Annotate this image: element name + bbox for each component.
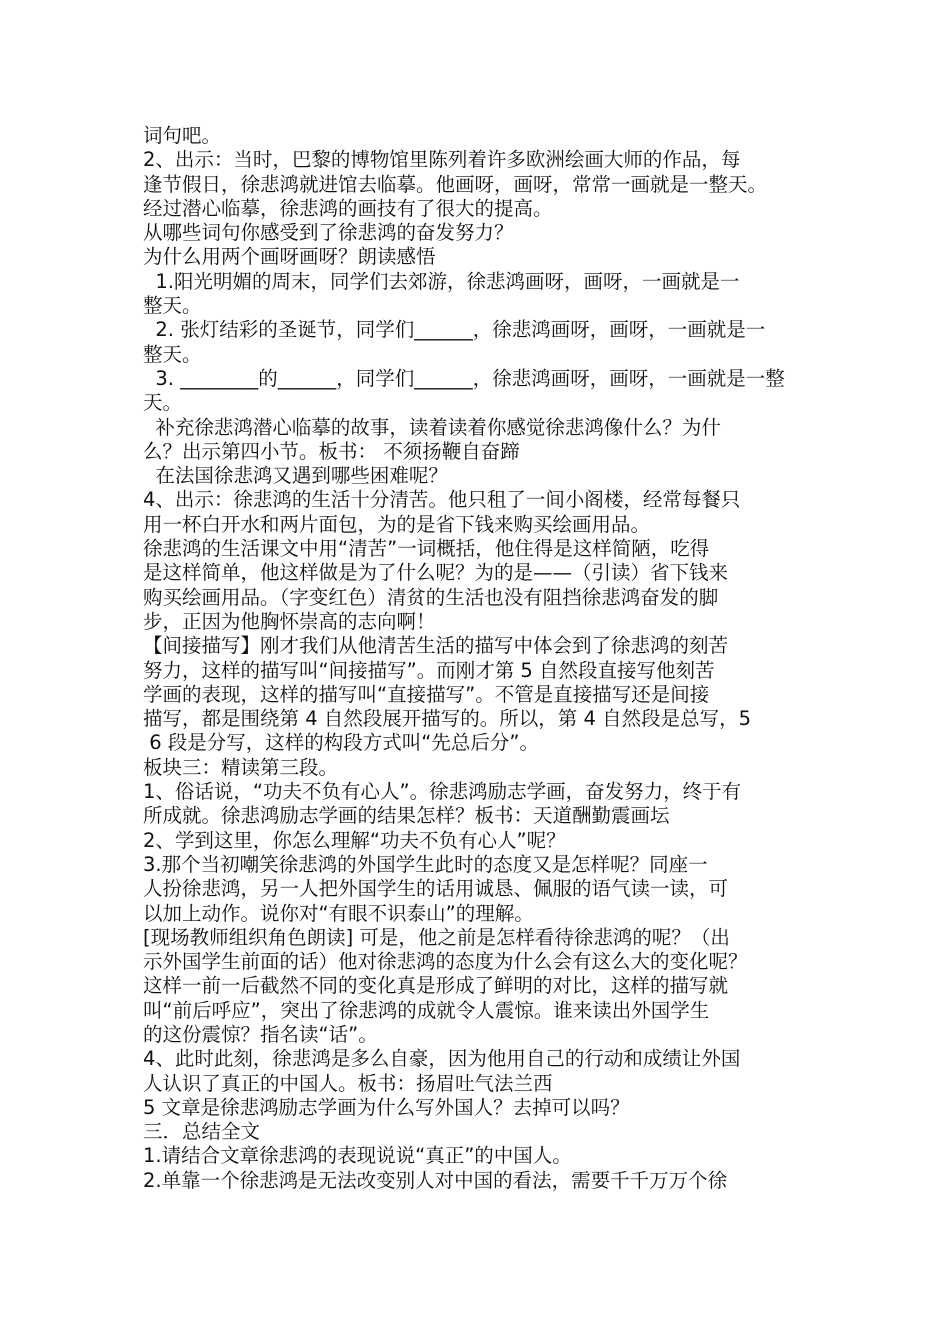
- text-line: 2、学到这里，你怎么理解“功夫不负有心人”呢？: [143, 828, 566, 852]
- text-line: 人认识了真正的中国人。板书：扬眉吐气法兰西: [143, 1071, 553, 1095]
- text-line: 4、出示：徐悲鸿的生活十分清苦。他只租了一间小阁楼，经常每餐只: [143, 488, 741, 512]
- text-line: 的这份震惊？指名读“话”。: [143, 1022, 378, 1046]
- text-line: 为什么用两个画呀画呀？朗读感悟: [143, 245, 436, 269]
- text-line: 6 段是分写，这样的构段方式叫“先总后分”。: [143, 731, 540, 755]
- text-line: 2、出示：当时，巴黎的博物馆里陈列着许多欧洲绘画大师的作品，每: [143, 148, 741, 172]
- text-line: 三．总结全文: [143, 1120, 261, 1144]
- text-line: 从哪些词句你感受到了徐悲鸿的奋发努力？: [143, 221, 514, 245]
- text-line: 3.那个当初嘲笑徐悲鸿的外国学生此时的态度又是怎样呢？同座一: [143, 852, 708, 876]
- text-line: 1.请结合文章徐悲鸿的表现说说“真正”的中国人。: [143, 1144, 572, 1168]
- text-line: 整天。: [143, 342, 202, 366]
- text-line: 以加上动作。说你对“有眼不识泰山”的理解。: [143, 901, 534, 925]
- text-line: 板块三：精读第三段。: [143, 755, 339, 779]
- text-line: 5 文章是徐悲鸿励志学画为什么写外国人？去掉可以吗？: [143, 1095, 630, 1119]
- text-line: 么？出示第四小节。板书： 不须扬鞭自奋蹄: [143, 439, 520, 463]
- text-line: 2.单靠一个徐悲鸿是无法改变别人对中国的看法，需要千千万万个徐: [143, 1168, 728, 1192]
- text-line: 这样一前一后截然不同的变化真是形成了鲜明的对比，这样的描写就: [143, 974, 729, 998]
- text-line: 徐悲鸿的生活课文中用“清苦”一词概括，他住得是这样简陋，吃得: [143, 537, 710, 561]
- text-line: 4、此时此刻，徐悲鸿是多么自豪，因为他用自己的行动和成绩让外国: [143, 1047, 741, 1071]
- text-line: 叫“前后呼应”，突出了徐悲鸿的成就令人震惊。谁来读出外国学生: [143, 998, 710, 1022]
- text-line: 整天。: [143, 294, 202, 318]
- text-line: 2. 张灯结彩的圣诞节，同学们______，徐悲鸿画呀，画呀，一画就是一: [143, 318, 766, 342]
- text-line: 天。: [143, 391, 183, 415]
- text-line: 在法国徐悲鸿又遇到哪些困难呢？: [143, 464, 448, 488]
- text-line: 描写，都是围绕第 4 自然段展开描写的。所以，第 4 自然段是总写，5: [143, 707, 752, 731]
- text-line: 经过潜心临摹，徐悲鸿的画技有了很大的提高。: [143, 196, 553, 220]
- text-line: 步，正因为他胸怀崇高的志向啊！: [143, 609, 436, 633]
- text-line: 学画的表现，这样的描写叫“直接描写”。不管是直接描写还是间接: [143, 682, 710, 706]
- text-line: 1、俗话说，“功夫不负有心人”。徐悲鸿励志学画，奋发努力，终于有: [143, 780, 742, 804]
- text-line: 努力，这样的描写叫“间接描写”。而刚才第 5 自然段直接写他刻苦: [143, 658, 715, 682]
- document-page: [143, 124, 815, 1193]
- text-line: 逢节假日，徐悲鸿就进馆去临摹。他画呀，画呀，常常一画就是一整天。: [143, 172, 768, 196]
- text-line: 3. ________的______，同学们______，徐悲鸿画呀，画呀，一画就是一整: [143, 366, 785, 390]
- text-line: 购买绘画用品。（字变红色）清贫的生活也没有阻挡徐悲鸿奋发的脚: [143, 585, 719, 609]
- text-line: 是这样简单，他这样做是为了什么呢？为的是——（引读）省下钱来: [143, 561, 729, 585]
- text-line: 补充徐悲鸿潜心临摹的故事，读着读着你感觉徐悲鸿像什么？为什: [143, 415, 721, 439]
- text-line: 人扮徐悲鸿，另一人把外国学生的话用诚恳、佩服的语气读一读，可: [143, 877, 729, 901]
- text-line: 所成就。徐悲鸿励志学画的结果怎样？板书：天道酬勤震画坛: [143, 804, 670, 828]
- text-line: 词句吧。: [143, 124, 222, 147]
- text-line: [现场教师组织角色朗读] 可是，他之前是怎样看待徐悲鸿的呢？（出: [143, 925, 730, 949]
- text-line: 示外国学生前面的话）他对徐悲鸿的态度为什么会有这么大的变化呢？: [143, 950, 748, 974]
- text-line: 【间接描写】刚才我们从他清苦生活的描写中体会到了徐悲鸿的刻苦: [143, 634, 729, 658]
- text-line: 1.阳光明媚的周末，同学们去郊游，徐悲鸿画呀，画呀，一画就是一: [143, 269, 740, 293]
- text-line: 用一杯白开水和两片面包，为的是省下钱来购买绘画用品。: [143, 512, 651, 536]
